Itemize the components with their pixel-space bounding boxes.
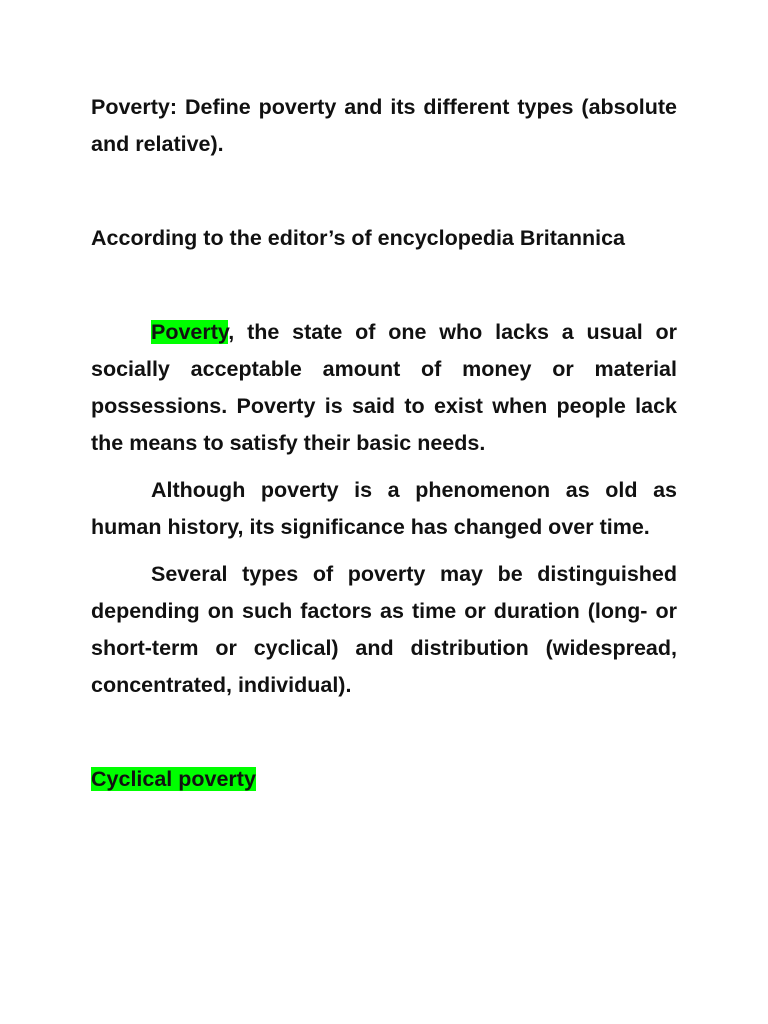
section-heading-text: Cyclical poverty	[91, 767, 256, 791]
attribution-line: According to the editor’s of encyclopedia Britannica	[91, 226, 626, 250]
definition-text: , the state of one who lacks a usual or socially acceptable amount of money or material possessions. Poverty is said to exist when people lack the means to satisfy their basic needs.	[91, 320, 677, 455]
types-paragraph: Several types of poverty may be distinguished depending on such factors as time or duration (long- or short-term or cyclical) and distribution (widespread, concentrated, individual).	[91, 562, 677, 697]
definition-paragraph	[91, 314, 677, 462]
highlighted-term-poverty: Poverty	[151, 320, 229, 344]
section-heading-cyclical-poverty	[91, 761, 677, 798]
document-title: Poverty: Define poverty and its different types (absolute and relative).	[91, 95, 677, 156]
document-page	[91, 89, 677, 798]
history-paragraph: Although poverty is a phenomenon as old as human history, its significance has changed over time.	[91, 478, 677, 539]
